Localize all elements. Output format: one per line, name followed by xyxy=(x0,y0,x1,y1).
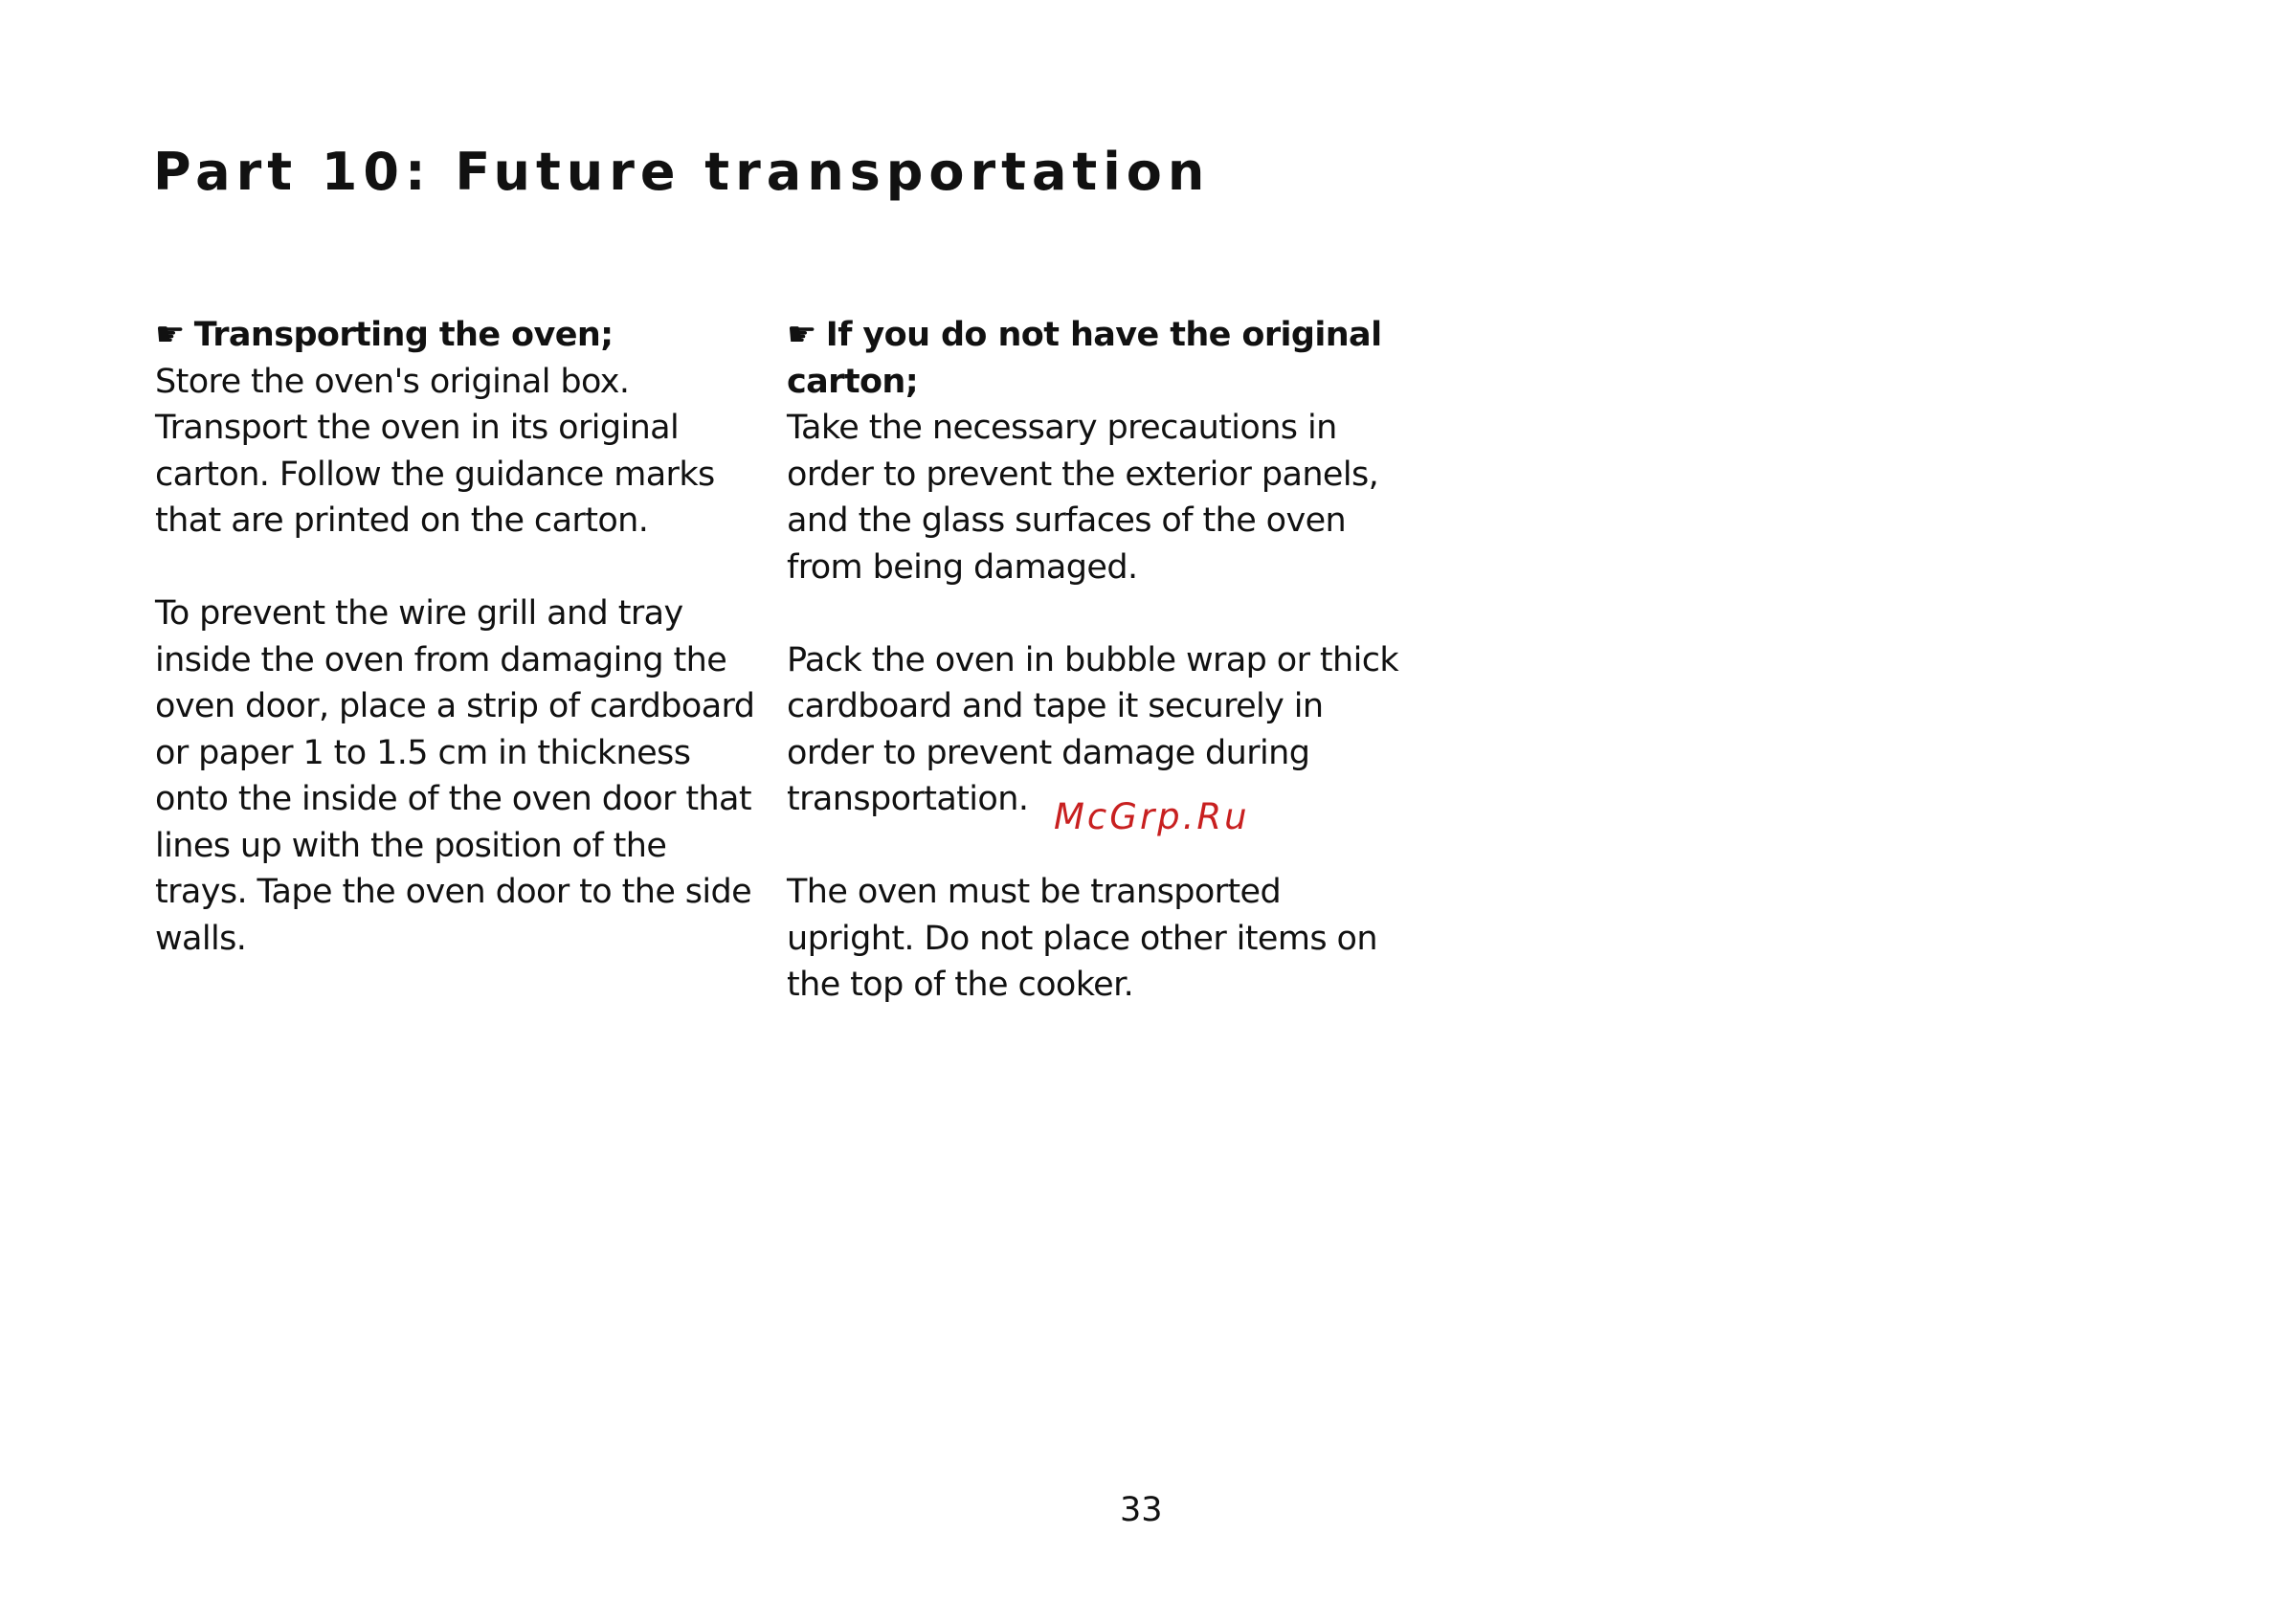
heading-text: If you do not have the original carton; xyxy=(787,316,1382,401)
paragraph: The oven must be transported upright. Do not place other items on the top of the cooker. xyxy=(787,873,1377,1004)
heading-text: Transporting the oven; xyxy=(193,316,614,354)
section-heading-transporting xyxy=(155,312,768,359)
paragraph: Store the oven's original box. Transport the oven in its original carton. Follow the guidance marks that are printed on the carton. xyxy=(155,362,715,540)
pointing-hand-icon: ☛ xyxy=(787,316,816,354)
pointing-hand-icon: ☛ xyxy=(155,316,185,354)
section-heading-no-carton xyxy=(787,312,1399,405)
right-column xyxy=(787,312,1399,1055)
page-title: Part 10: Future transportation xyxy=(153,142,1211,202)
page-number: 33 xyxy=(1120,1491,1163,1529)
left-column xyxy=(155,312,768,1009)
watermark: McGrp.Ru xyxy=(1054,796,1250,837)
paragraph: Take the necessary precautions in order to prevent the exterior panels, and the glass surfaces of the oven from being damaged. xyxy=(787,409,1379,587)
paragraph: To prevent the wire grill and tray inside the oven from damaging the oven door, place a strip of cardboard or paper 1 to 1.5 cm in thickness onto the inside of the oven door that lines up with the position of the trays. Tape the oven door to the side walls. xyxy=(155,594,755,958)
paragraph: Pack the oven in bubble wrap or thick cardboard and tape it securely in order to prevent damage during transportation. xyxy=(787,640,1399,818)
